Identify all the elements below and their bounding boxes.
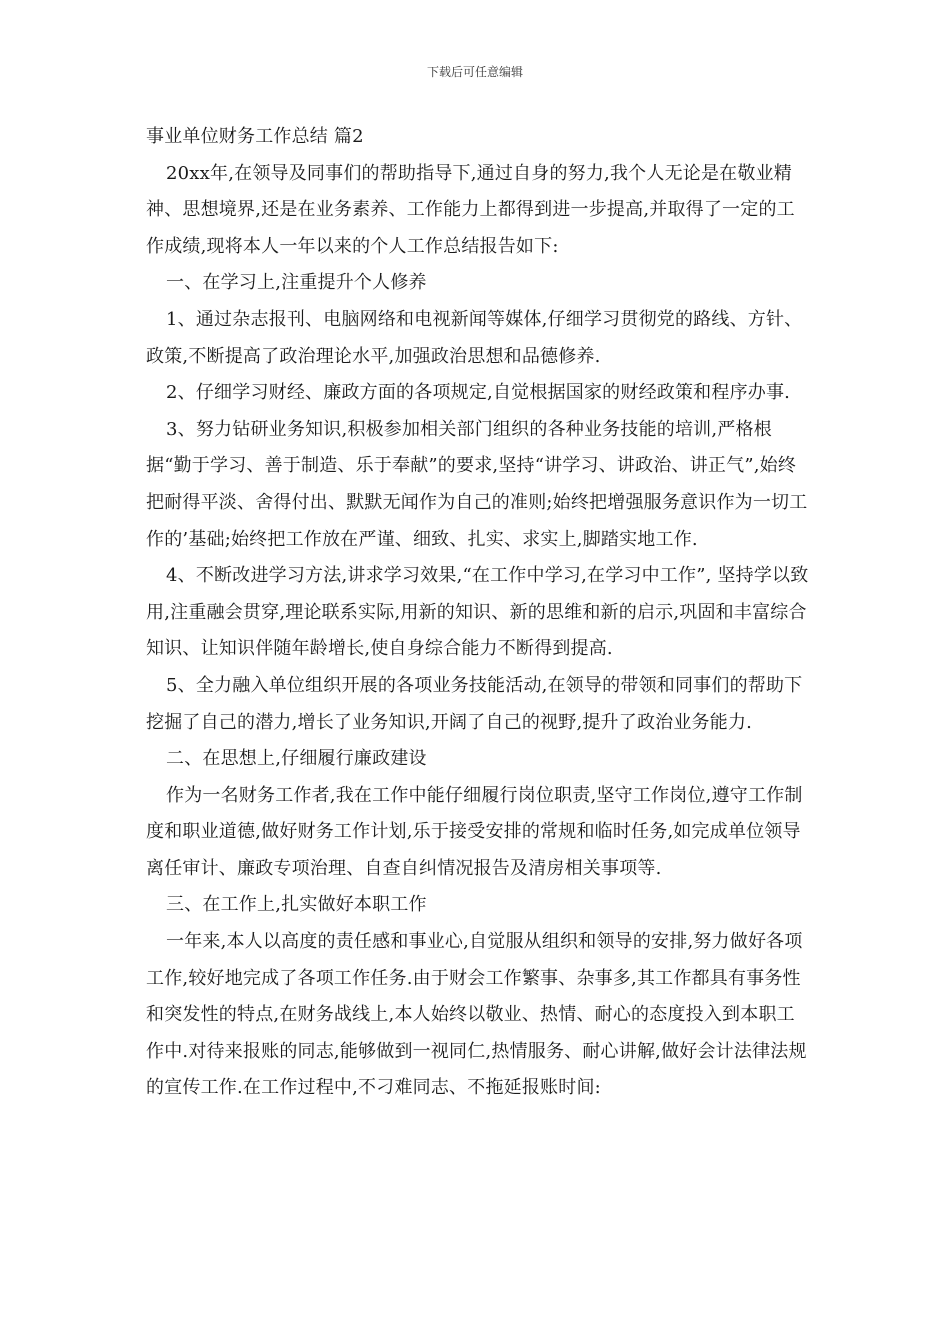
section-2-heading: 二、在思想上,仔细履行廉政建设 [166, 748, 427, 770]
section-1-item: 2、仔细学习财经、廉政方面的各项规定,自觉根据国家的财经政策和程序办事. [166, 382, 791, 404]
section-1-heading: 一、在学习上,注重提升个人修养 [166, 272, 427, 294]
section-1-item: 3、努力钻研业务知识,积极参加相关部门组织的各种业务技能的培训,严格根据“勤于学习、善于制造、乐于奉献”的要求,坚持“讲学习、讲政治、讲正气”,始终把耐得平淡、舍得付出、默默无闻作为自己的准则;始终把增强服务意识作为一切工作的’基础;始终把工作放在严谨、细致、扎实、求实上,脚踏实地工作. [146, 418, 808, 550]
section-2-paragraph: 作为一名财务工作者,我在工作中能仔细履行岗位职责,坚守工作岗位,遵守工作制度和职业道德,做好财务工作计划,乐于接受安排的常规和临时任务,如完成单位领导离任审计、廉政专项治理、自查自纠情况报告及清房相关事项等. [146, 784, 803, 879]
document-body [146, 119, 810, 1107]
page-header: 下载后可任意编辑 [426, 65, 523, 79]
section-3-paragraph: 一年来,本人以高度的责任感和事业心,自觉服从组织和领导的安排,努力做好各项工作,较好地完成了各项工作任务.由于财会工作繁事、杂事多,其工作都具有事务性和突发性的特点,在财务战线上,本人始终以敬业、热情、耐心的态度投入到本职工作中.对待来报账的同志,能够做到一视同仁,热情服务、耐心讲解,做好会计法律法规的宣传工作.在工作过程中,不刁难同志、不拖延报账时间: [146, 931, 807, 1099]
section-1-item: 1、通过杂志报刊、电脑网络和电视新闻等媒体,仔细学习贯彻党的路线、方针、政策,不断提高了政治理论水平,加强政治思想和品德修养. [146, 308, 803, 367]
section-3-heading: 三、在工作上,扎实做好本职工作 [166, 894, 427, 916]
document-title: 事业单位财务工作总结 篇2 [146, 126, 364, 147]
section-1-item: 4、不断改进学习方法,讲求学习效果,“在工作中学习,在学习中工作”, 坚持学以致用,注重融会贯穿,理论联系实际,用新的知识、新的思维和新的启示,巩固和丰富综合知识、让知识伴随年龄增长,使自身综合能力不断得到提高. [146, 565, 809, 660]
intro-paragraph: 20xx年,在领导及同事们的帮助指导下,通过自身的努力,我个人无论是在敬业精神、思想境界,还是在业务素养、工作能力上都得到进一步提高,并取得了一定的工作成绩,现将本人一年以来的个人工作总结报告如下: [146, 162, 795, 257]
section-1-item: 5、全力融入单位组织开展的各项业务技能活动,在领导的带领和同事们的帮助下挖掘了自己的潜力,增长了业务知识,开阔了自己的视野,提升了政治业务能力. [146, 674, 803, 733]
